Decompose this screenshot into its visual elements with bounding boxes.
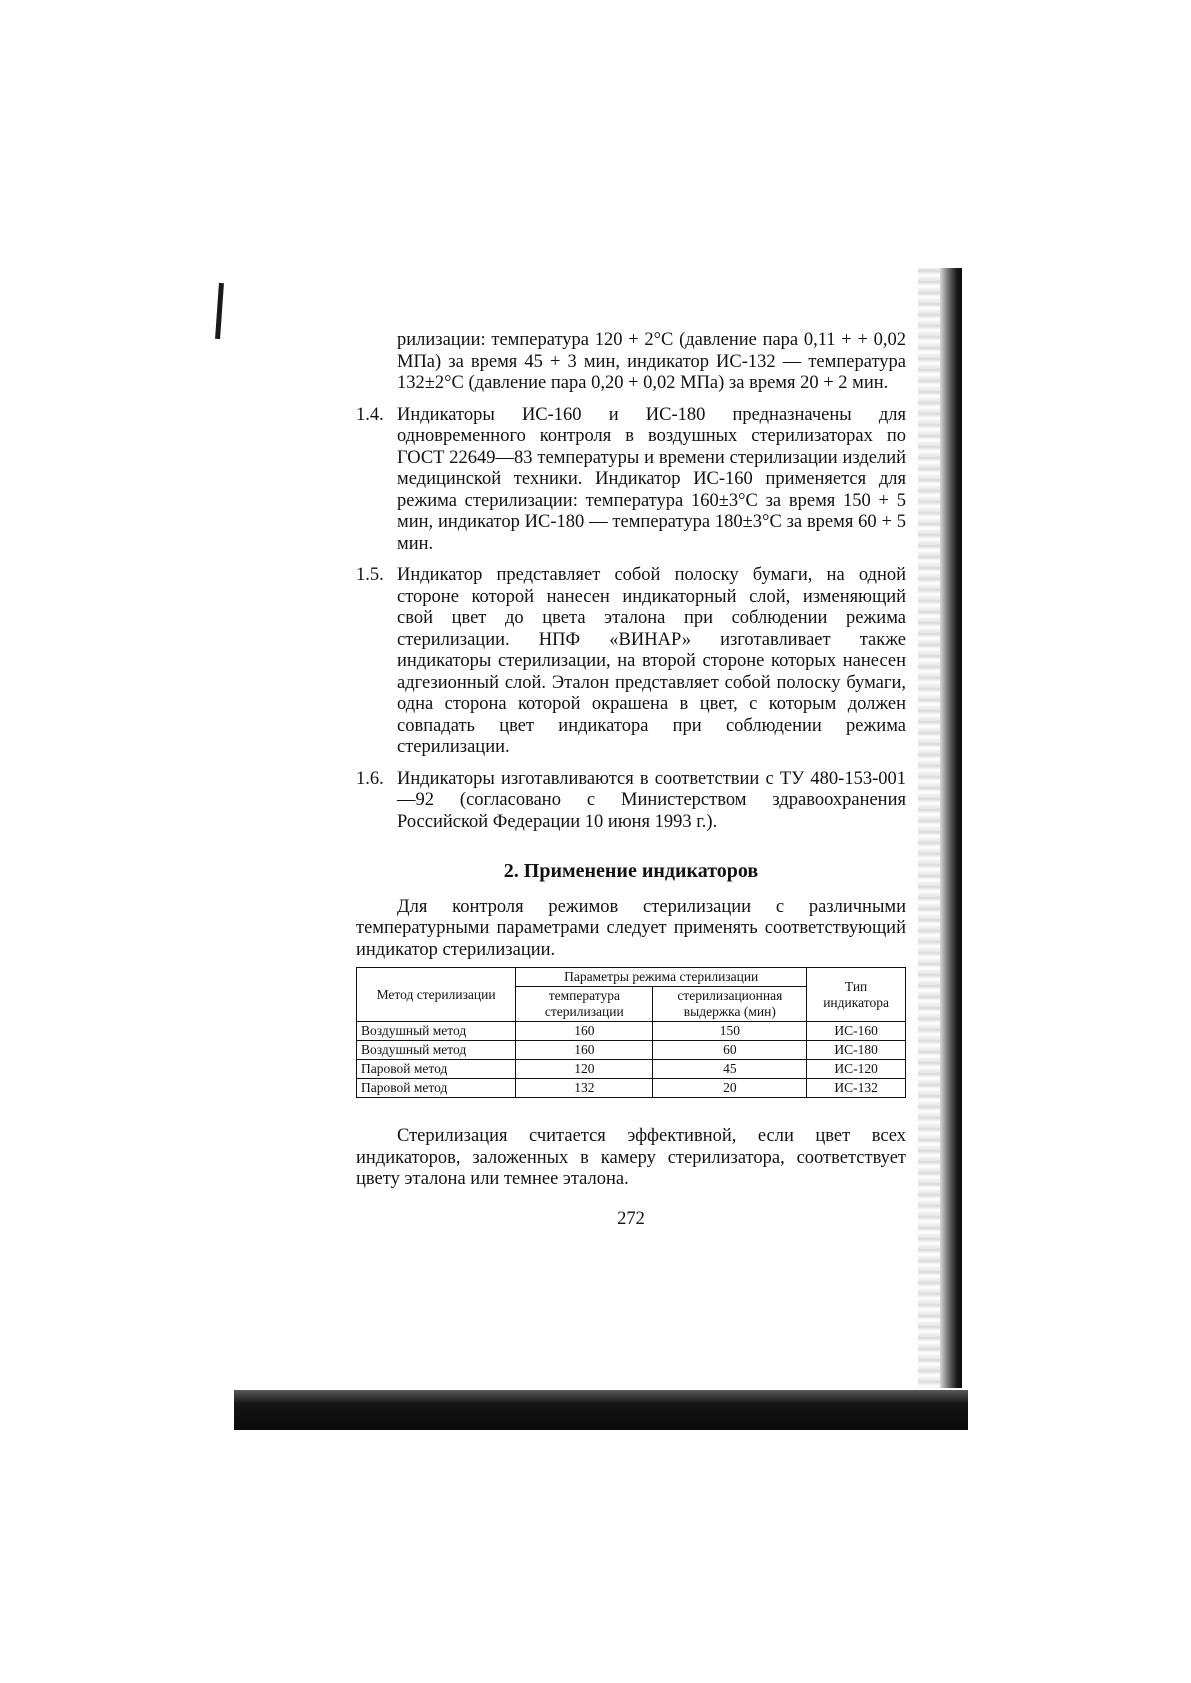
clause-number: 1.6. (356, 768, 384, 789)
clause-text: Индикаторы изготавливаются в соответствии с ТУ 480-153-001—92 (согласовано с Министерством здравоохранения Российской Федерации 10 июня 1993 г.). (397, 768, 906, 832)
clause-1-6 (356, 769, 906, 834)
book-page (356, 330, 906, 1230)
clause-text: Индикатор представляет собой полоску бумаги, на одной стороне которой нанесен индикаторный слой, изменяющий свой цвет до цвета эталона при соблюдении режима стерилизации. НПФ «ВИНАР» изготавливает также индикаторы стерилизации, на второй стороне которых нанесен адгезионный слой. Эталон представляет собой полоску бумаги, одна сторона которой окрашена в цвет, с которым должен совпадать цвет индикатора при соблюдении режима стерилизации. (397, 565, 906, 757)
section-intro: Для контроля режимов стерилизации с различными температурными параметрами следует применять соответствующий индикатор стерилизации. (356, 896, 906, 960)
header-method: Метод стерилизации (357, 968, 516, 1022)
cell-temp: 160 (516, 1041, 653, 1060)
cell-method: Воздушный метод (357, 1041, 516, 1060)
clause-number: 1.5. (356, 565, 384, 585)
cell-temp: 160 (516, 1022, 653, 1041)
clause-1-4 (356, 405, 906, 556)
continued-paragraph: рилизации: температура 120 + 2°С (давление пара 0,11 + + 0,02 МПа) за время 45 + 3 мин, индикатор ИС-132 — температура 132±2°С (давление пара 0,20 + 0,02 МПа) за время 20 + 2 мин. (397, 330, 906, 393)
cell-method: Паровой метод (357, 1079, 516, 1098)
cell-method: Паровой метод (357, 1060, 516, 1079)
closing-paragraph: Стерилизация считается эффективной, если цвет всех индикаторов, заложенных в камеру стерилизатора, соответствует цвету эталона или темнее эталона. (356, 1126, 906, 1189)
table-row (357, 1060, 906, 1079)
cell-type: ИС-132 (807, 1079, 906, 1098)
spine-shadow-speckle (918, 268, 942, 1388)
table-row (357, 1022, 906, 1041)
scan-bottom-shadow (234, 1390, 968, 1430)
clause-text: Индикаторы ИС-160 и ИС-180 предназначены для одновременного контроля в воздушных стерилизаторах по ГОСТ 22649—83 температуры и времени стерилизации изделий медицинской техники. Индикатор ИС-160 применяется для режима стерилизации: температура 160±3°С за время 150 + 5 мин, индикатор ИС-180 — температура 180±3°С за время 60 + 5 мин. (397, 404, 906, 554)
cell-hold: 150 (653, 1022, 807, 1041)
cell-temp: 132 (516, 1079, 653, 1098)
header-temp: температура стерилизации (516, 987, 653, 1022)
cell-type: ИС-160 (807, 1022, 906, 1041)
header-hold: стерилизационная выдержка (мин) (653, 987, 807, 1022)
cell-temp: 120 (516, 1060, 653, 1079)
scan-mark-left (215, 283, 224, 339)
cell-hold: 60 (653, 1041, 807, 1060)
section-title: 2. Применение индикаторов (503, 860, 759, 882)
cell-hold: 20 (653, 1079, 807, 1098)
table-row (357, 1041, 906, 1060)
cell-type: ИС-120 (807, 1060, 906, 1079)
cell-hold: 45 (653, 1060, 807, 1079)
sterilization-table (356, 967, 906, 1098)
cell-method: Воздушный метод (357, 1022, 516, 1041)
header-type: Тип индикатора (807, 968, 906, 1022)
book-spine-shadow (940, 268, 962, 1388)
cell-type: ИС-180 (807, 1041, 906, 1060)
header-params: Параметры режима стерилизации (516, 968, 807, 987)
table-row (357, 1079, 906, 1098)
page-number: 272 (617, 1208, 645, 1229)
clause-number: 1.4. (356, 404, 384, 425)
clause-1-5 (356, 565, 906, 759)
